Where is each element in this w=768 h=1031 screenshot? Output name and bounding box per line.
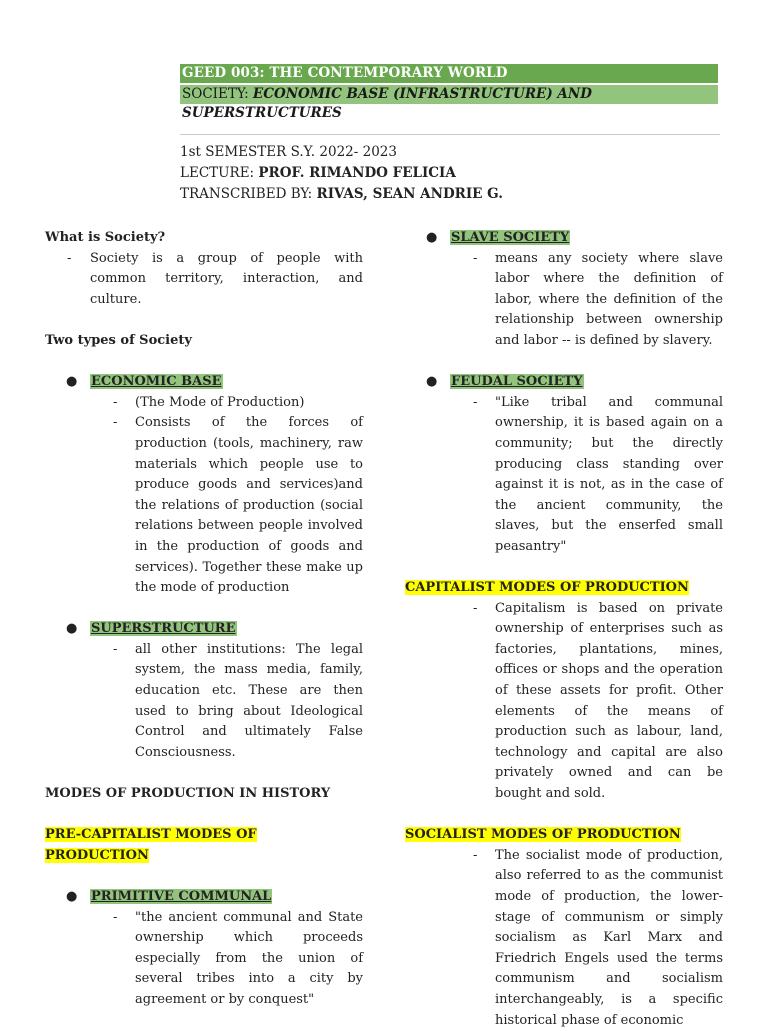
dash-glyph: - [113, 415, 118, 431]
lecture-label: LECTURE: [180, 164, 259, 181]
bullet-glyph: ● [66, 621, 78, 637]
list-item [405, 599, 723, 805]
topic-title [180, 85, 718, 121]
left-column [45, 228, 363, 1011]
capitalist-heading-wrap [405, 578, 723, 599]
right-column [405, 228, 723, 1031]
dash-glyph: - [473, 394, 478, 410]
list-item-text: The socialist mode of production, also referred to as the communist mode of production, the lower-stage of communism or simply socialism as Karl Marx and Friedrich Engels used the terms communism and socialism interchangeably, is a specific historical phase of economic [495, 847, 723, 1028]
list-item [405, 393, 723, 558]
list-item [45, 393, 363, 414]
list-item-text: Capitalism is based on private ownership of enterprises such as factories, plantations, mines, offices or shops and the operation of these assets for profit. Other elements of the means of production such as labour, land, technology and capital are also privately owned and can be bought and sold. [495, 600, 723, 802]
semester-line: 1st SEMESTER S.Y. 2022- 2023 [180, 143, 397, 160]
topic-prefix: SOCIETY: [182, 86, 253, 102]
dash-glyph: - [473, 600, 478, 616]
slave-society-bullet [405, 228, 723, 249]
economic-base-bullet [45, 372, 363, 393]
dash-glyph: - [113, 909, 118, 925]
feudal-society-bullet [405, 372, 723, 393]
what-is-society-heading: What is Society? [45, 230, 166, 245]
dash-glyph: - [113, 394, 118, 410]
list-item [45, 640, 363, 764]
list-item [45, 249, 363, 311]
transcribed-value: RIVAS, SEAN ANDRIE G. [316, 185, 503, 202]
header-meta [180, 142, 718, 205]
dash-glyph: - [113, 641, 118, 657]
bullet-glyph: ● [66, 889, 78, 904]
bullet-title: SLAVE SOCIETY [451, 230, 570, 245]
dash-glyph: - [473, 250, 478, 266]
two-types-heading: Two types of Society [45, 332, 192, 348]
list-item-text: Consists of the forces of production (tools, machinery, raw materials which people use to produce goods and services)and the relations of production (social relations between people involved in the production of goods and services). Together these make up the mode of production [135, 415, 363, 596]
superstructure-bullet [45, 619, 363, 640]
dash-glyph: - [67, 250, 72, 266]
bullet-title: ECONOMIC BASE [91, 374, 222, 390]
bullet-title: PRIMITIVE COMMUNAL [91, 889, 272, 904]
modes-of-production-heading: MODES OF PRODUCTION IN HISTORY [45, 786, 331, 802]
bullet-glyph: ● [426, 230, 438, 245]
lecture-line [180, 163, 718, 184]
dash-glyph: - [473, 847, 478, 863]
bullet-glyph: ● [426, 374, 438, 390]
pre-capitalist-heading-wrap [45, 825, 275, 866]
list-item-text: "Like tribal and communal ownership, it is based again on a community; but the directly producing class standing over against it is not, as in the case of the ancient community, the slaves, but the enserfed small peasantry" [495, 394, 723, 554]
list-item-text: all other institutions: The legal system, the mass media, family, education etc. These are then used to bring about Ideological Control and ultimately False Consciousness. [135, 641, 363, 760]
bullet-title: SUPERSTRUCTURE [91, 621, 236, 637]
list-item-text: means any society where slave labor where the definition of labor, where the definition of the relationship between ownership and labor -- is defined by slavery. [495, 250, 723, 348]
list-item [405, 846, 723, 1031]
list-item-text: (The Mode of Production) [135, 394, 305, 410]
course-title: GEED 003: THE CONTEMPORARY WORLD [180, 64, 718, 83]
list-item [405, 249, 723, 352]
primitive-communal-bullet [45, 887, 363, 908]
capitalist-heading: CAPITALIST MODES OF PRODUCTION [405, 580, 689, 596]
topic-emphasis: ECONOMIC BASE (INFRASTRUCTURE) AND SUPERSTRUCTURES [182, 86, 592, 121]
list-item-text: "the ancient communal and State ownership which proceeds especially from the union of several tribes into a city by agreement or by conquest" [135, 909, 363, 1007]
list-item [45, 908, 363, 1011]
socialist-heading-wrap [405, 825, 723, 846]
document-header [180, 64, 718, 205]
transcribed-label: TRANSCRIBED BY: [180, 185, 317, 202]
transcribed-line [180, 184, 718, 205]
socialist-heading: SOCIALIST MODES OF PRODUCTION [405, 827, 681, 843]
pre-capitalist-heading: PRE-CAPITALIST MODES OF PRODUCTION [45, 827, 257, 863]
list-item [45, 413, 363, 598]
lecture-value: PROF. RIMANDO FELICIA [258, 164, 456, 181]
list-item-text: Society is a group of people with common territory, interaction, and culture. [90, 250, 363, 307]
header-divider [180, 134, 720, 135]
bullet-glyph: ● [66, 374, 78, 390]
bullet-title: FEUDAL SOCIETY [451, 374, 583, 390]
